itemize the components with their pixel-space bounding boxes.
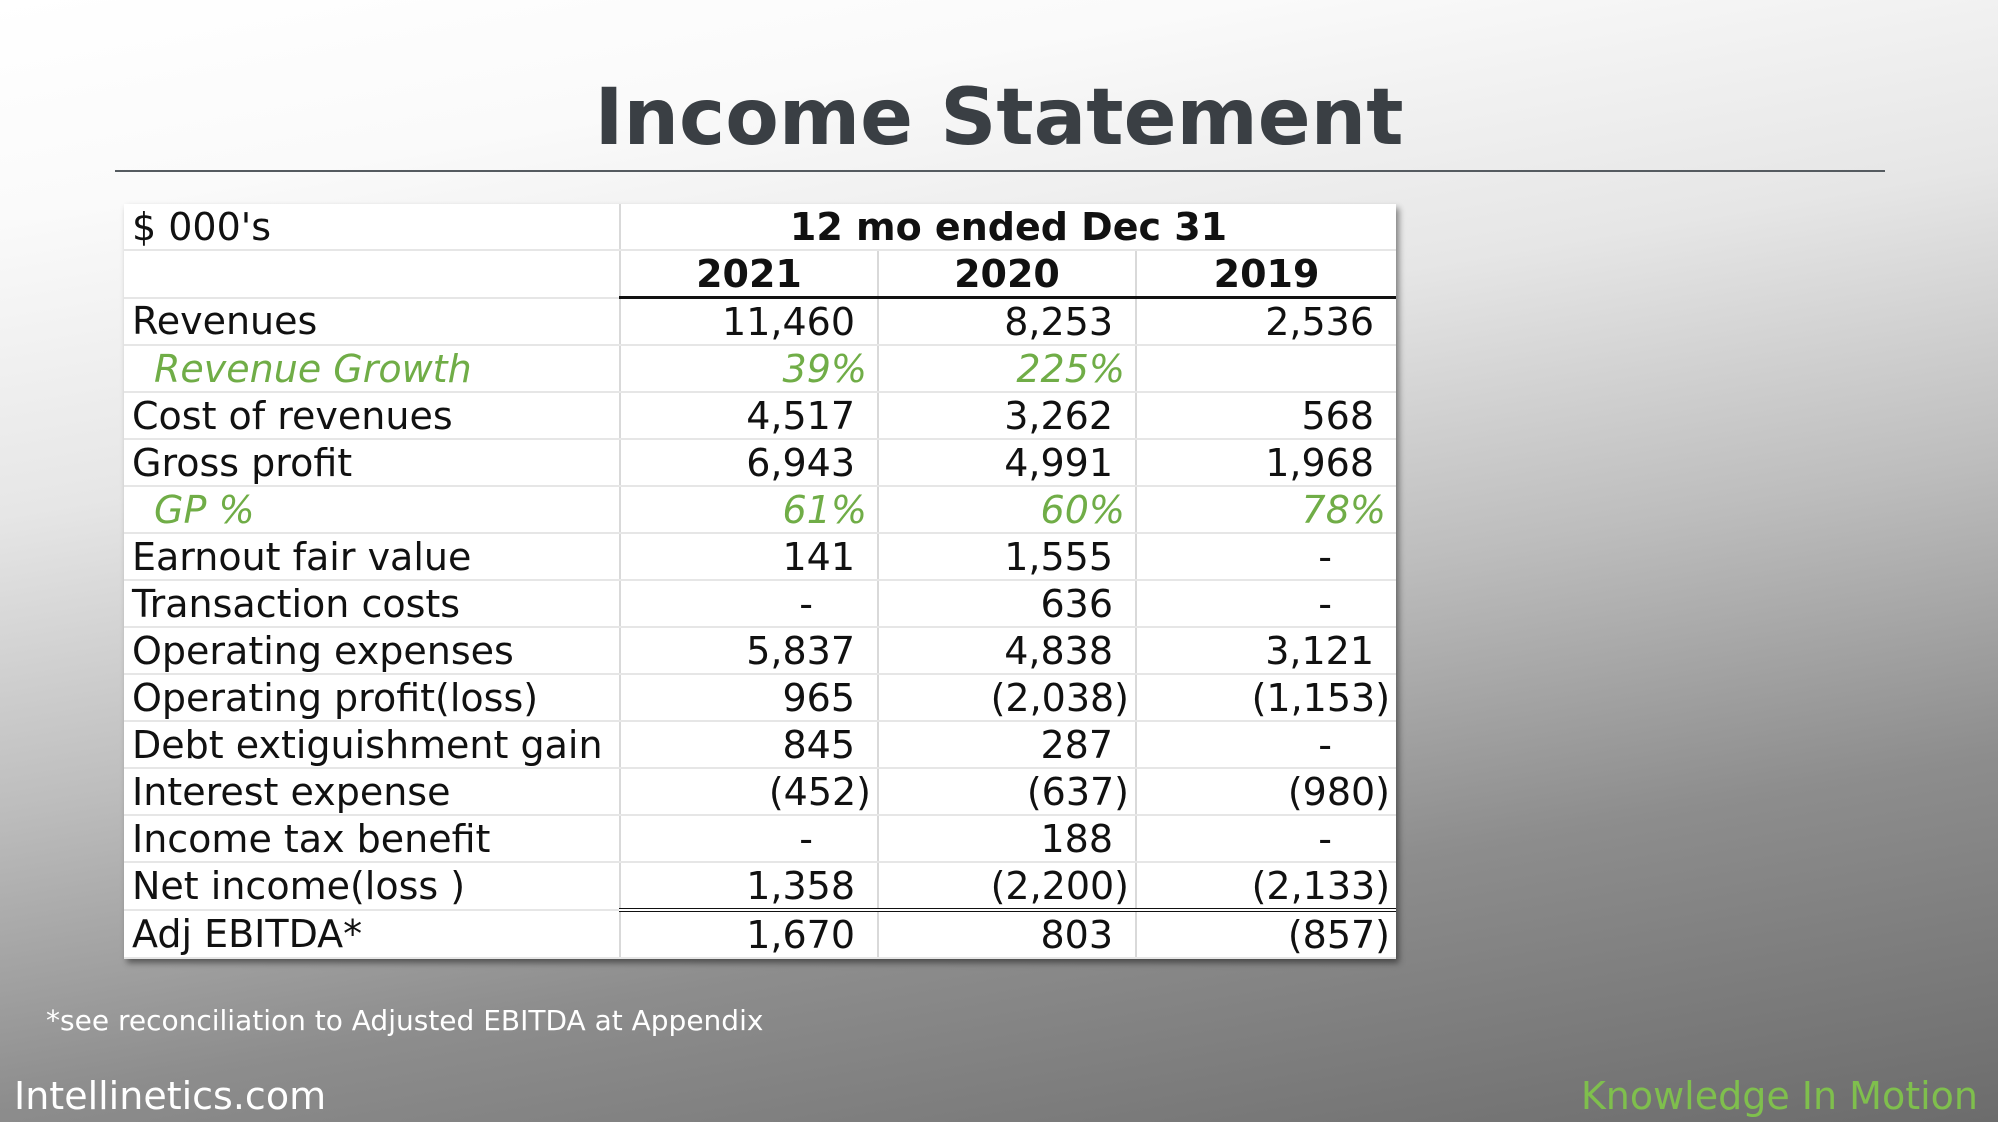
cell-2019: 3,121 (1136, 627, 1396, 674)
cell-2020: 4,991 (878, 439, 1136, 486)
cell-2019: - (1136, 533, 1396, 580)
cell-2020: 225% (878, 345, 1136, 392)
row-label: Net income(loss ) (124, 862, 620, 910)
cell-2019 (1136, 345, 1396, 392)
cell-2021: 6,943 (620, 439, 878, 486)
footer-tagline: Knowledge In Motion (1580, 1074, 1978, 1118)
cell-2020: (2,038) (878, 674, 1136, 721)
row-earnout-fair-value (124, 533, 1396, 580)
cell-2021: 1,358 (620, 862, 878, 910)
cell-2021: 4,517 (620, 392, 878, 439)
cell-2019: - (1136, 815, 1396, 862)
cell-2020: 803 (878, 910, 1136, 958)
row-cost-of-revenues (124, 392, 1396, 439)
cell-2021: 141 (620, 533, 878, 580)
cell-2021: - (620, 815, 878, 862)
row-net-income (124, 862, 1396, 910)
row-operating-expenses (124, 627, 1396, 674)
cell-2019: (980) (1136, 768, 1396, 815)
cell-2020: (2,200) (878, 862, 1136, 910)
row-interest-expense (124, 768, 1396, 815)
year-header-2021: 2021 (620, 250, 878, 298)
row-label: Operating expenses (124, 627, 620, 674)
cell-2020: 3,262 (878, 392, 1136, 439)
row-label: Gross profit (124, 439, 620, 486)
cell-2020: 8,253 (878, 298, 1136, 346)
cell-2021: 61% (620, 486, 878, 533)
cell-2021: 845 (620, 721, 878, 768)
cell-2021: 39% (620, 345, 878, 392)
cell-2021: 1,670 (620, 910, 878, 958)
blank-cell (124, 250, 620, 298)
cell-2019: (857) (1136, 910, 1396, 958)
cell-2019: (1,153) (1136, 674, 1396, 721)
row-label: Revenue Growth (124, 345, 620, 392)
cell-2020: 636 (878, 580, 1136, 627)
row-debt-extinguishment-gain (124, 721, 1396, 768)
year-header-2019: 2019 (1136, 250, 1396, 298)
row-label: Income tax benefit (124, 815, 620, 862)
cell-2019: 2,536 (1136, 298, 1396, 346)
year-header-2020: 2020 (878, 250, 1136, 298)
income-statement-table (124, 204, 1396, 959)
row-label: Transaction costs (124, 580, 620, 627)
unit-label: $ 000's (124, 204, 620, 250)
cell-2020: 1,555 (878, 533, 1136, 580)
cell-2019: - (1136, 580, 1396, 627)
row-gp-percent (124, 486, 1396, 533)
cell-2019: 78% (1136, 486, 1396, 533)
footer-website: Intellinetics.com (14, 1074, 327, 1118)
cell-2019: 1,968 (1136, 439, 1396, 486)
row-label: Earnout fair value (124, 533, 620, 580)
cell-2020: 188 (878, 815, 1136, 862)
row-label: Adj EBITDA* (124, 910, 620, 958)
cell-2021: 5,837 (620, 627, 878, 674)
page-title: Income Statement (594, 73, 1404, 163)
row-adj-ebitda (124, 910, 1396, 958)
row-label: Debt extiguishment gain (124, 721, 620, 768)
row-operating-profit (124, 674, 1396, 721)
row-income-tax-benefit (124, 815, 1396, 862)
cell-2020: 60% (878, 486, 1136, 533)
row-revenue-growth (124, 345, 1396, 392)
row-transaction-costs (124, 580, 1396, 627)
cell-2021: (452) (620, 768, 878, 815)
row-label: Interest expense (124, 768, 620, 815)
title-divider (115, 170, 1885, 172)
row-revenues (124, 298, 1396, 346)
row-label: GP % (124, 486, 620, 533)
cell-2019: - (1136, 721, 1396, 768)
cell-2021: 11,460 (620, 298, 878, 346)
cell-2021: - (620, 580, 878, 627)
cell-2020: 287 (878, 721, 1136, 768)
row-gross-profit (124, 439, 1396, 486)
cell-2019: (2,133) (1136, 862, 1396, 910)
footnote (46, 1004, 763, 1037)
row-label: Operating profit(loss) (124, 674, 620, 721)
cell-2019: 568 (1136, 392, 1396, 439)
row-label: Cost of revenues (124, 392, 620, 439)
footnote-marker: * (46, 1004, 60, 1037)
cell-2020: 4,838 (878, 627, 1136, 674)
footnote-text: see reconciliation to Adjusted EBITDA at Appendix (60, 1004, 764, 1037)
cell-2021: 965 (620, 674, 878, 721)
cell-2020: (637) (878, 768, 1136, 815)
period-header: 12 mo ended Dec 31 (620, 204, 1396, 250)
row-label: Revenues (124, 298, 620, 346)
